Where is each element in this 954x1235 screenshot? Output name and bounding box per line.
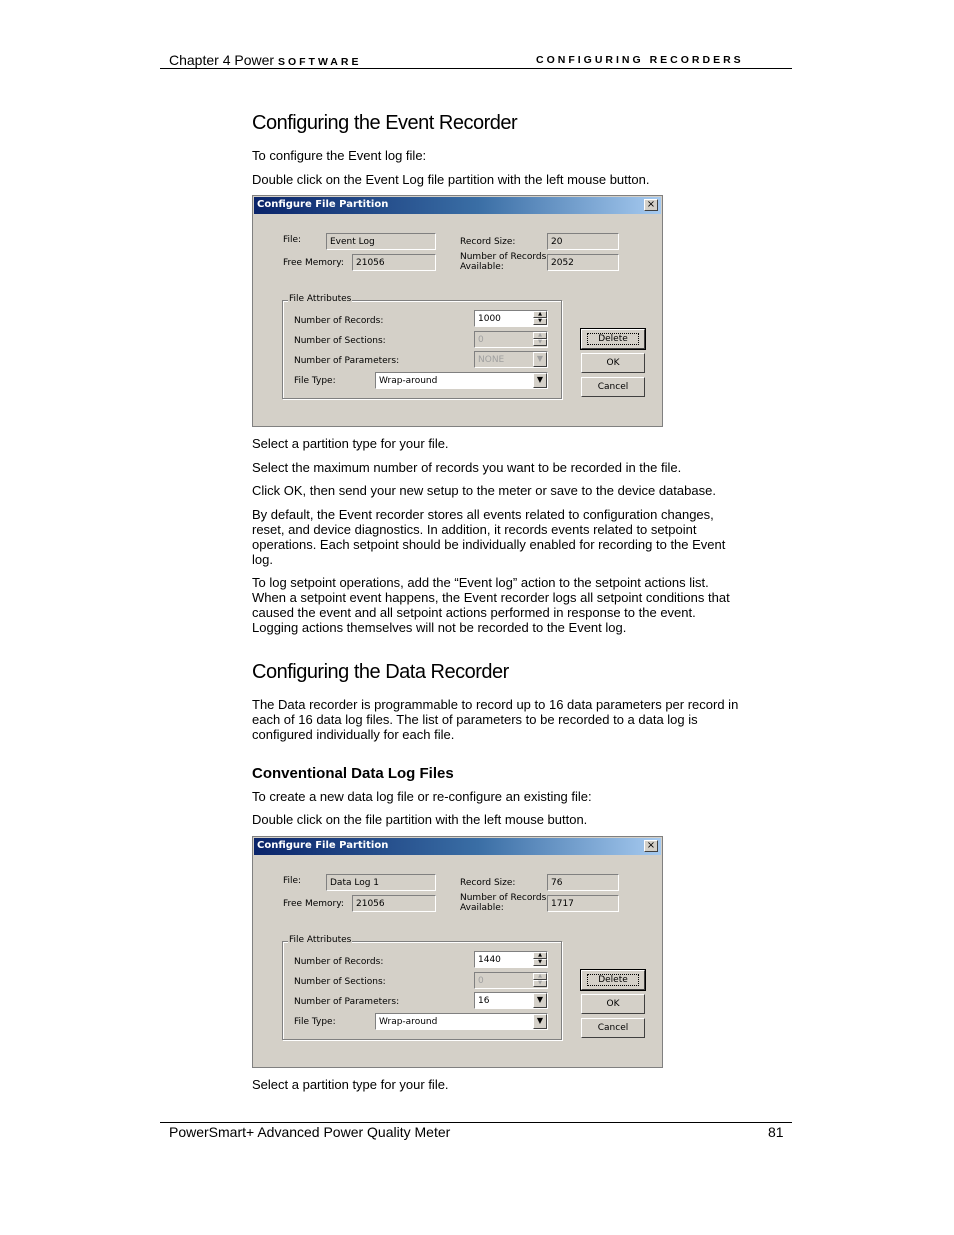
- data-para-1: The Data recorder is programmable to record up to 16 data parameters per record in each of 16 data log files. The list of parameters to be recorded to a data log is configured individually for each file.: [252, 697, 739, 742]
- dialog-title: Configure File Partition: [257, 840, 389, 851]
- delete-button[interactable]: Delete: [581, 970, 645, 990]
- num-records-spinner[interactable]: ▲ ▼: [533, 311, 547, 326]
- num-params-label: Number of Parameters:: [294, 356, 400, 366]
- record-size-field: 20: [547, 233, 619, 250]
- event-recorder-title: Configuring the Event Recorder: [252, 112, 518, 134]
- free-memory-label: Free Memory:: [283, 258, 344, 268]
- file-label: File:: [283, 876, 302, 886]
- data-intro-1: To create a new data log file or re-configure an existing file:: [252, 789, 592, 804]
- data-intro-2: Double click on the file partition with the left mouse button.: [252, 812, 588, 827]
- event-para-4: By default, the Event recorder stores all events related to configuration changes, reset, and device diagnostics. In addition, it records events related to setpoint operations. Each setpoint should be individually enabled for recording to the Event log.: [252, 507, 726, 567]
- dialog-title-bar: [254, 197, 661, 214]
- file-attributes-title: File Attributes: [289, 294, 352, 304]
- delete-button[interactable]: Delete: [581, 329, 645, 349]
- data-recorder-title: Configuring the Data Recorder: [252, 661, 509, 683]
- record-size-field: 76: [547, 874, 619, 891]
- free-memory-field: 21056: [352, 254, 436, 271]
- records-available-label: Number of Records Available:: [460, 893, 547, 913]
- header-software: SOFTWARE: [277, 56, 362, 68]
- chevron-down-icon[interactable]: ▼: [533, 1014, 547, 1029]
- event-intro-2: Double click on the Event Log file partition with the left mouse button.: [252, 172, 650, 187]
- page-number: 81: [768, 1124, 784, 1140]
- footer-rule: [160, 1122, 792, 1123]
- footer-product: PowerSmart+ Advanced Power Quality Meter: [169, 1124, 451, 1140]
- header-rule: [160, 68, 792, 69]
- num-sections-input: 0 ▲ ▼: [474, 972, 548, 989]
- num-sections-label: Number of Sections:: [294, 336, 386, 346]
- file-type-label: File Type:: [294, 1017, 336, 1027]
- num-records-spinner[interactable]: ▲ ▼: [533, 952, 547, 967]
- chevron-down-icon[interactable]: ▼: [533, 993, 547, 1008]
- close-icon[interactable]: ×: [644, 840, 658, 852]
- header-section: CONFIGURING RECORDERS: [536, 54, 744, 66]
- records-available-field: 2052: [547, 254, 619, 271]
- file-type-label: File Type:: [294, 376, 336, 386]
- free-memory-label: Free Memory:: [283, 899, 344, 909]
- num-records-label: Number of Records:: [294, 957, 384, 967]
- header-chapter: Chapter 4 Power SOFTWARE: [169, 52, 362, 68]
- num-sections-spinner: ▲ ▼: [533, 332, 547, 347]
- chevron-down-icon[interactable]: ▼: [533, 373, 547, 388]
- file-type-select[interactable]: Wrap-around ▼: [375, 1013, 548, 1030]
- num-records-input[interactable]: 1440 ▲ ▼: [474, 951, 548, 968]
- data-after: Select a partition type for your file.: [252, 1077, 449, 1092]
- free-memory-field: 21056: [352, 895, 436, 912]
- ok-button[interactable]: OK: [581, 994, 645, 1014]
- file-attributes-title: File Attributes: [289, 935, 352, 945]
- num-params-label: Number of Parameters:: [294, 997, 400, 1007]
- record-size-label: Record Size:: [460, 237, 516, 247]
- close-icon[interactable]: ×: [644, 199, 658, 211]
- file-label: File:: [283, 235, 302, 245]
- num-sections-spinner: ▲ ▼: [533, 973, 547, 988]
- records-available-label: Number of Records Available:: [460, 252, 547, 272]
- cancel-button[interactable]: Cancel: [581, 377, 645, 397]
- chevron-down-icon: ▼: [533, 352, 547, 367]
- file-field: Event Log: [326, 233, 436, 250]
- event-intro-1: To configure the Event log file:: [252, 148, 427, 163]
- event-para-2: Select the maximum number of records you want to be recorded in the file.: [252, 460, 682, 475]
- event-para-5: To log setpoint operations, add the “Event log” action to the setpoint actions list. When a setpoint event happens, the Event recorder logs all setpoint conditions that caused the event and all setpoint actions performed in response to the event. Logging actions themselves will not be recorded to the Event log.: [252, 575, 730, 635]
- configure-file-partition-dialog-event: [252, 195, 663, 427]
- dialog-title-bar: [254, 838, 661, 855]
- event-para-3: Click OK, then send your new setup to the meter or save to the device database.: [252, 483, 716, 498]
- record-size-label: Record Size:: [460, 878, 516, 888]
- file-field: Data Log 1: [326, 874, 436, 891]
- num-records-input[interactable]: 1000 ▲ ▼: [474, 310, 548, 327]
- num-records-label: Number of Records:: [294, 316, 384, 326]
- num-params-select: NONE ▼: [474, 351, 548, 368]
- cancel-button[interactable]: Cancel: [581, 1018, 645, 1038]
- num-params-select[interactable]: 16 ▼: [474, 992, 548, 1009]
- configure-file-partition-dialog-data: [252, 836, 663, 1068]
- event-para-1: Select a partition type for your file.: [252, 436, 449, 451]
- ok-button[interactable]: OK: [581, 353, 645, 373]
- file-type-select[interactable]: Wrap-around ▼: [375, 372, 548, 389]
- num-sections-input: 0 ▲ ▼: [474, 331, 548, 348]
- num-sections-label: Number of Sections:: [294, 977, 386, 987]
- data-subtitle: Conventional Data Log Files: [252, 765, 454, 782]
- records-available-field: 1717: [547, 895, 619, 912]
- dialog-title: Configure File Partition: [257, 199, 389, 210]
